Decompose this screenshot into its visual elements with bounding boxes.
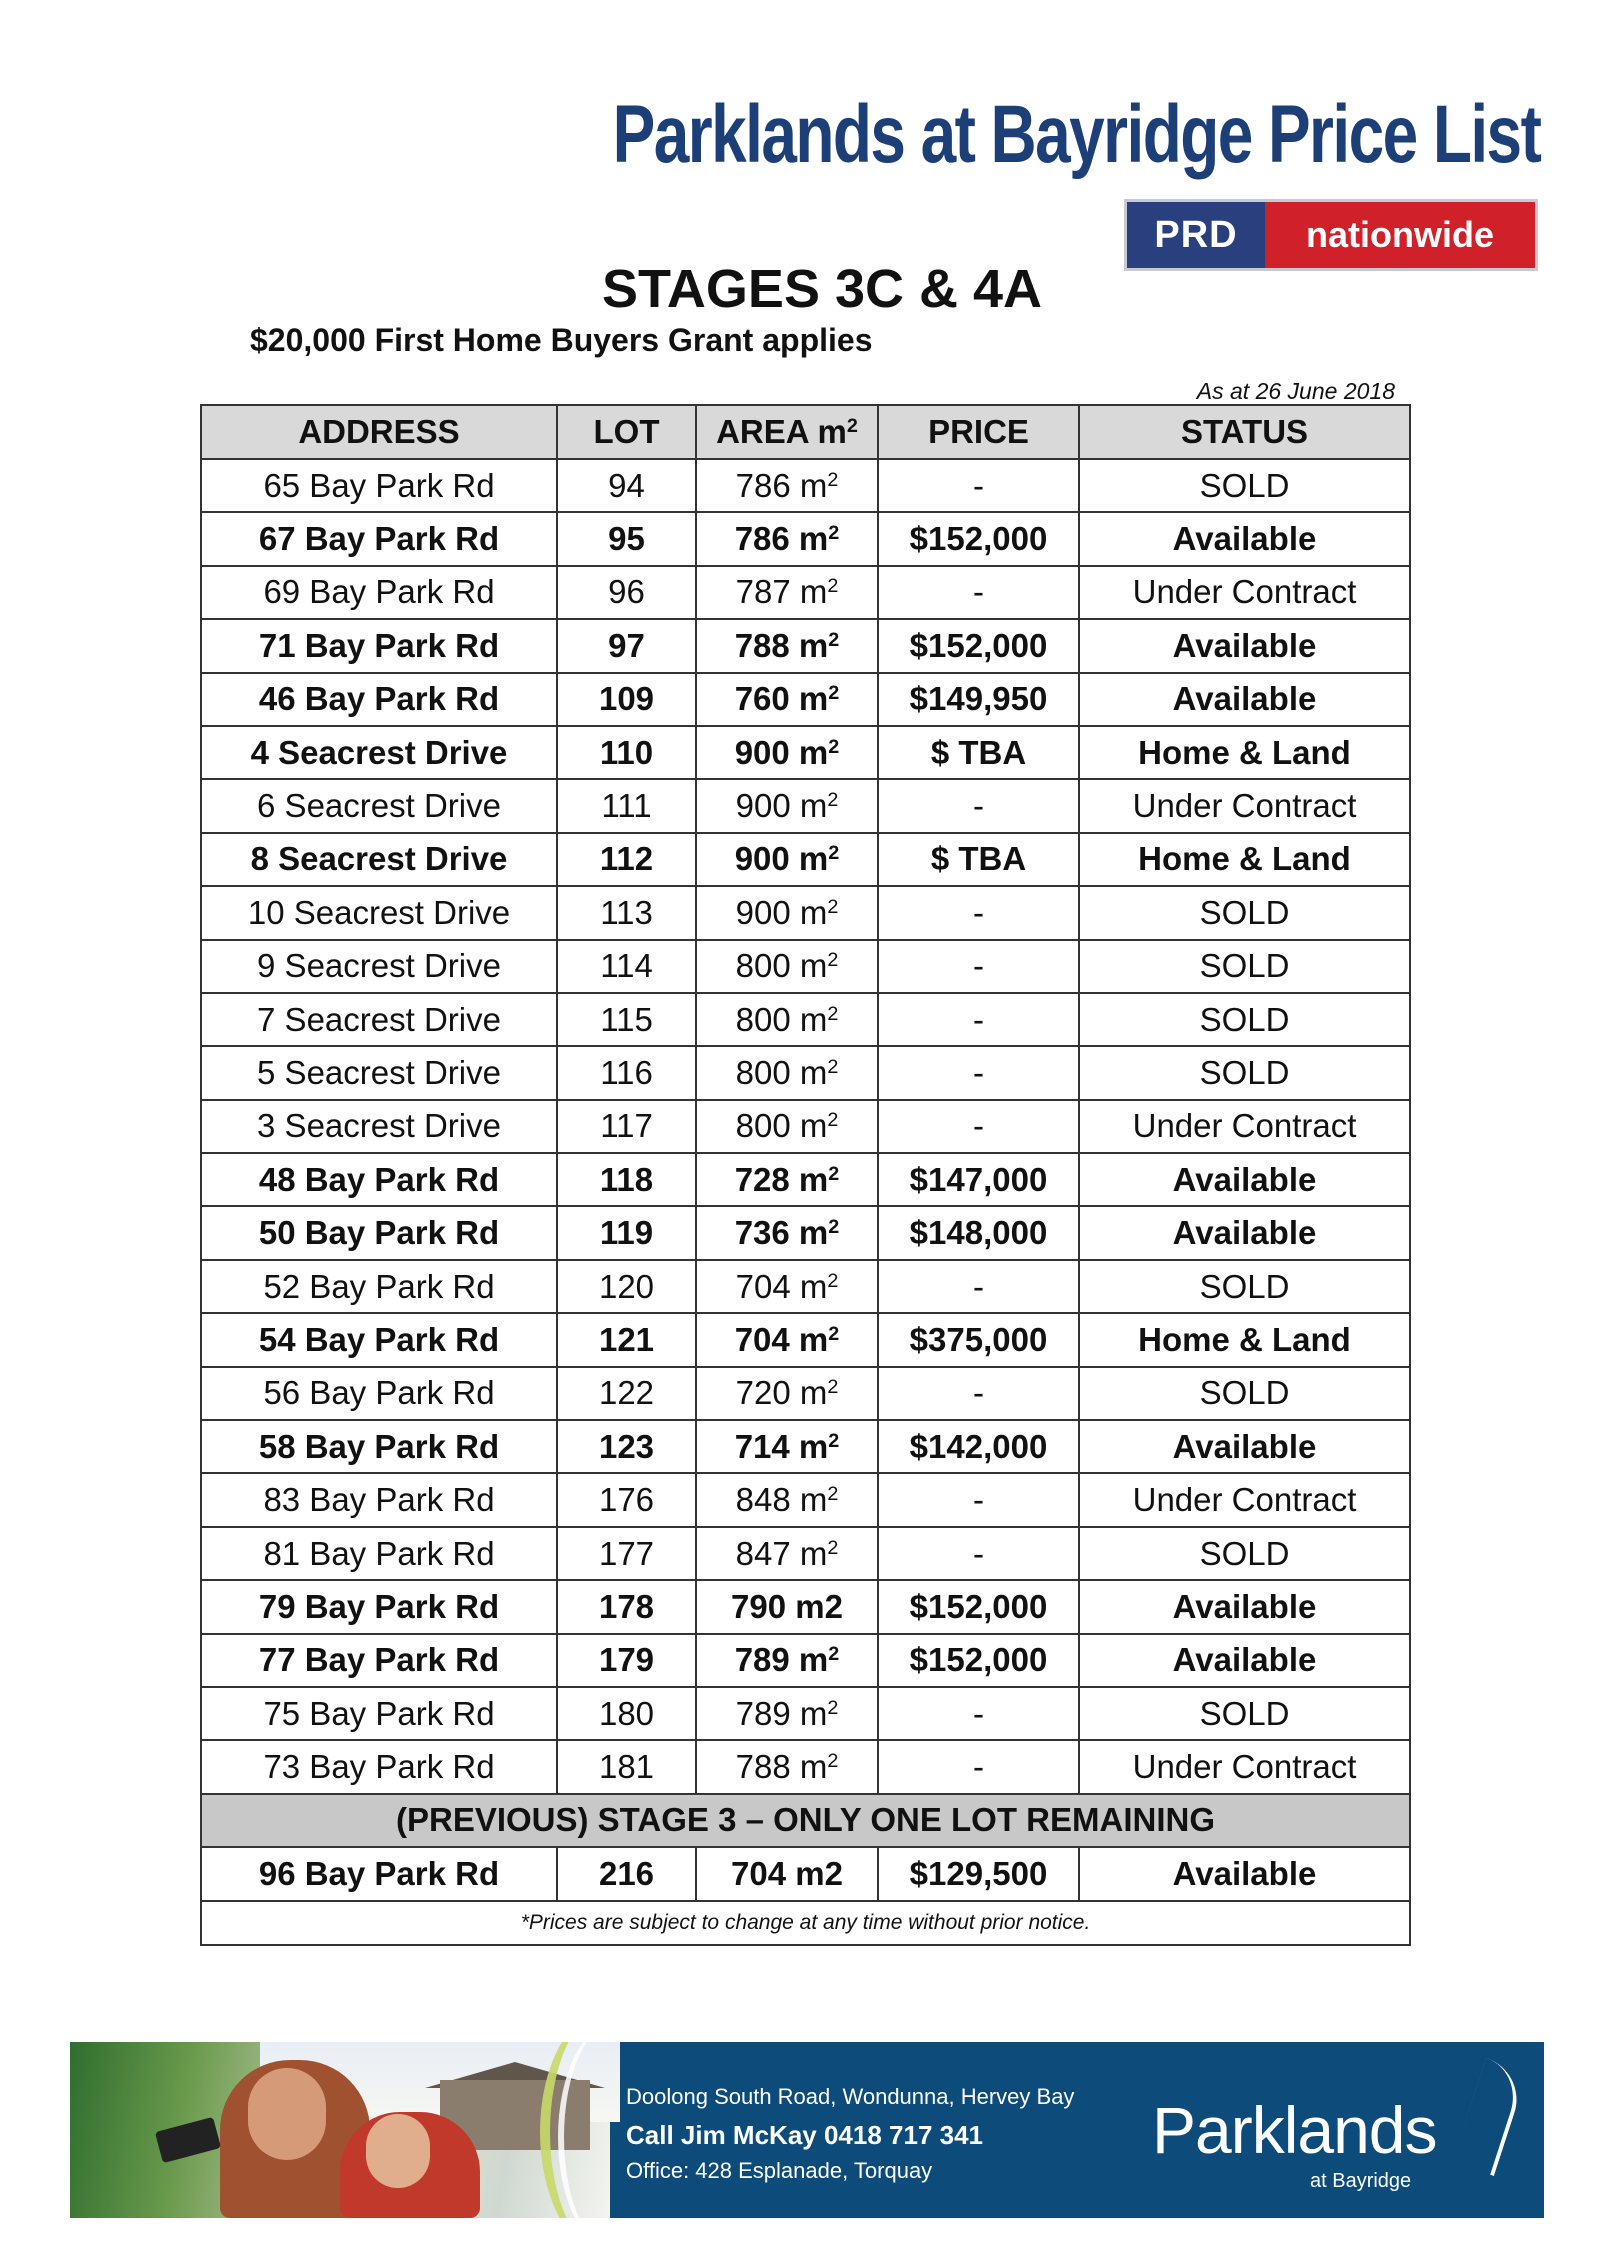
cell-area: [696, 1687, 878, 1740]
cell-status: Available: [1079, 1206, 1410, 1259]
cell-area-sup: 2: [828, 682, 840, 705]
cell-price: $375,000: [878, 1313, 1079, 1366]
cell-price: $149,950: [878, 673, 1079, 726]
cell-address: 50 Bay Park Rd: [201, 1206, 557, 1259]
logo-nationwide: nationwide: [1265, 202, 1535, 268]
cell-price: -: [878, 779, 1079, 832]
cell-price: -: [878, 886, 1079, 939]
cell-lot: 181: [557, 1740, 696, 1793]
cell-address: 8 Seacrest Drive: [201, 833, 557, 886]
header-area-label: AREA m: [716, 413, 847, 450]
cell-area-sup: 2: [827, 1376, 839, 1399]
cell-lot: 95: [557, 512, 696, 565]
cell-area-value: 900 m: [735, 787, 828, 825]
header-lot: LOT: [557, 405, 696, 459]
cell-status: SOLD: [1079, 1046, 1410, 1099]
stages-heading: STAGES 3C & 4A: [601, 259, 1043, 319]
cell-area-value: 786 m: [734, 520, 829, 558]
section-label: (PREVIOUS) STAGE 3 – ONLY ONE LOT REMAINING: [201, 1794, 1410, 1847]
cell-area: [696, 726, 878, 779]
footer-office: Office: 428 Esplanade, Torquay: [626, 2158, 933, 2183]
cell-area-sup: 2: [827, 1696, 839, 1719]
cell-area-sup: 2: [827, 1109, 839, 1132]
cell-price: -: [878, 1687, 1079, 1740]
table-row: [201, 1153, 1410, 1206]
cell-area-value: 800 m: [735, 947, 828, 985]
cell-price: $ TBA: [878, 726, 1079, 779]
cell-status: SOLD: [1079, 1527, 1410, 1580]
person-man-face: [248, 2068, 326, 2160]
cell-area-value: 848 m: [735, 1481, 828, 1519]
cell-lot: 109: [557, 673, 696, 726]
cell-area: [696, 833, 878, 886]
cell-area-value: 736 m: [734, 1214, 829, 1252]
cell-price: $142,000: [878, 1420, 1079, 1473]
cell-area: [696, 1527, 878, 1580]
cell-address: 9 Seacrest Drive: [201, 940, 557, 993]
cell-status: Under Contract: [1079, 1473, 1410, 1526]
logo-prd: PRD: [1127, 202, 1265, 268]
table-row: [201, 1580, 1410, 1633]
table-row: [201, 1687, 1410, 1740]
cell-area-value: 760 m: [734, 680, 829, 718]
cell-area: [696, 940, 878, 993]
cell-area-value: 704 m: [735, 1267, 828, 1305]
cell-area-value: 847 m: [735, 1534, 828, 1572]
cell-status: SOLD: [1079, 993, 1410, 1046]
table-row: [201, 1313, 1410, 1366]
cell-area-value: 900 m: [734, 840, 829, 878]
footer-banner: [70, 2042, 1544, 2218]
table-row: [201, 566, 1410, 619]
cell-area-sup: 2: [828, 628, 840, 651]
table-row: [201, 512, 1410, 565]
cell-area-value: 788 m: [734, 626, 829, 664]
cell-area-sup: 2: [827, 895, 839, 918]
cell-lot: 177: [557, 1527, 696, 1580]
cell-price: -: [878, 1100, 1079, 1153]
cell-address: 3 Seacrest Drive: [201, 1100, 557, 1153]
parklands-logo: Parklands: [1152, 2093, 1437, 2167]
cell-lot: 121: [557, 1313, 696, 1366]
cell-address: 67 Bay Park Rd: [201, 512, 557, 565]
table-row: [201, 673, 1410, 726]
cell-status: SOLD: [1079, 1367, 1410, 1420]
cell-status: SOLD: [1079, 459, 1410, 512]
table-row: [201, 619, 1410, 672]
cell-area-sup: 2: [827, 1483, 839, 1506]
cell-price: -: [878, 1260, 1079, 1313]
cell-area: [696, 886, 878, 939]
cell-status: Available: [1079, 512, 1410, 565]
table-row: [201, 993, 1410, 1046]
cell-lot: 122: [557, 1367, 696, 1420]
cell-status: Under Contract: [1079, 779, 1410, 832]
cell-area: [696, 1153, 878, 1206]
cell-area-value: 800 m: [735, 1107, 828, 1145]
cell-area-sup: 2: [828, 1162, 840, 1185]
cell-status: SOLD: [1079, 1687, 1410, 1740]
cell-price: -: [878, 1473, 1079, 1526]
cell-price: -: [878, 993, 1079, 1046]
header-area-sup: 2: [846, 415, 858, 438]
table-row: [201, 1634, 1410, 1687]
cell-area-value: 714 m: [734, 1427, 829, 1465]
table-row: [201, 940, 1410, 993]
cell-area: [696, 459, 878, 512]
parklands-wave-icon: [1452, 2058, 1528, 2176]
cell-area-value: 800 m: [735, 1053, 828, 1091]
cell-address: 54 Bay Park Rd: [201, 1313, 557, 1366]
price-note: *Prices are subject to change at any time without prior notice.: [201, 1901, 1410, 1945]
cell-price: $152,000: [878, 1580, 1079, 1633]
cell-address: 73 Bay Park Rd: [201, 1740, 557, 1793]
table-row: [201, 1206, 1410, 1259]
cell-lot: 119: [557, 1206, 696, 1259]
cell-area-value: 789 m: [735, 1694, 828, 1732]
cell-address: 5 Seacrest Drive: [201, 1046, 557, 1099]
cell-address: 79 Bay Park Rd: [201, 1580, 557, 1633]
section-row: [201, 1794, 1410, 1847]
grant-note: $20,000 First Home Buyers Grant applies: [250, 322, 873, 358]
cell-area: [696, 1420, 878, 1473]
cell-price: -: [878, 1740, 1079, 1793]
as-at-date: As at 26 June 2018: [1196, 378, 1395, 404]
cell-area: [696, 1580, 878, 1633]
cell-address: 56 Bay Park Rd: [201, 1367, 557, 1420]
cell-status: Available: [1079, 1153, 1410, 1206]
cell-area: [696, 1313, 878, 1366]
parklands-logo-sub: at Bayridge: [1310, 2170, 1412, 2192]
brand-title: Parklands at Bayridge Price List: [612, 89, 1540, 180]
table-row: [201, 1847, 1410, 1900]
cell-price: -: [878, 940, 1079, 993]
cell-area-value: 800 m: [735, 1000, 828, 1038]
cell-area: [696, 1260, 878, 1313]
cell-area-sup: 2: [827, 1750, 839, 1773]
table-row: [201, 833, 1410, 886]
table-row: [201, 1473, 1410, 1526]
cell-area-sup: 2: [828, 522, 840, 545]
price-table: [200, 404, 1411, 1946]
cell-lot: 112: [557, 833, 696, 886]
cell-area-value: 728 m: [734, 1160, 829, 1198]
cell-area: [696, 1740, 878, 1793]
header-address: ADDRESS: [201, 405, 557, 459]
cell-status: Under Contract: [1079, 1100, 1410, 1153]
cell-price: -: [878, 566, 1079, 619]
table-row: [201, 1100, 1410, 1153]
table-row: [201, 886, 1410, 939]
cell-address: 52 Bay Park Rd: [201, 1260, 557, 1313]
cell-status: Home & Land: [1079, 726, 1410, 779]
cell-lot: 115: [557, 993, 696, 1046]
cell-lot: 110: [557, 726, 696, 779]
cell-lot: 118: [557, 1153, 696, 1206]
cell-address: 58 Bay Park Rd: [201, 1420, 557, 1473]
cell-area-sup: 2: [827, 1056, 839, 1079]
cell-area: [696, 1847, 878, 1900]
cell-status: Available: [1079, 1847, 1410, 1900]
table-row: [201, 1046, 1410, 1099]
cell-status: Home & Land: [1079, 833, 1410, 886]
table-row: [201, 779, 1410, 832]
cell-address: 83 Bay Park Rd: [201, 1473, 557, 1526]
cell-lot: 179: [557, 1634, 696, 1687]
cell-area: [696, 993, 878, 1046]
cell-area-value: 788 m: [735, 1748, 828, 1786]
table-row: [201, 726, 1410, 779]
cell-status: Available: [1079, 619, 1410, 672]
cell-area: [696, 1046, 878, 1099]
cell-address: 46 Bay Park Rd: [201, 673, 557, 726]
cell-lot: 123: [557, 1420, 696, 1473]
cell-lot: 116: [557, 1046, 696, 1099]
cell-lot: 97: [557, 619, 696, 672]
note-row: [201, 1901, 1410, 1945]
cell-area-value: 720 m: [735, 1374, 828, 1412]
cell-lot: 178: [557, 1580, 696, 1633]
cell-lot: 113: [557, 886, 696, 939]
cell-status: Available: [1079, 1634, 1410, 1687]
cell-area-sup: 2: [827, 468, 839, 491]
cell-address: 48 Bay Park Rd: [201, 1153, 557, 1206]
cell-status: Under Contract: [1079, 1740, 1410, 1793]
cell-price: -: [878, 1367, 1079, 1420]
header-price: PRICE: [878, 405, 1079, 459]
cell-price: $129,500: [878, 1847, 1079, 1900]
cell-area-sup: 2: [828, 1429, 840, 1452]
table-row: [201, 1740, 1410, 1793]
cell-price: $ TBA: [878, 833, 1079, 886]
cell-area-sup: 2: [827, 1536, 839, 1559]
cell-area-value: 900 m: [735, 893, 828, 931]
table-row: [201, 1527, 1410, 1580]
cell-lot: 216: [557, 1847, 696, 1900]
footer-call: Call Jim McKay 0418 717 341: [626, 2120, 984, 2150]
cell-lot: 180: [557, 1687, 696, 1740]
cell-price: -: [878, 1046, 1079, 1099]
cell-status: SOLD: [1079, 940, 1410, 993]
cell-area: [696, 619, 878, 672]
cell-address: 69 Bay Park Rd: [201, 566, 557, 619]
cell-address: 6 Seacrest Drive: [201, 779, 557, 832]
cell-status: Available: [1079, 1420, 1410, 1473]
footer-address: Doolong South Road, Wondunna, Hervey Bay: [626, 2084, 1075, 2109]
cell-area: [696, 1206, 878, 1259]
cell-price: $152,000: [878, 619, 1079, 672]
cell-area-sup: 2: [827, 949, 839, 972]
cell-price: -: [878, 459, 1079, 512]
cell-area: [696, 1367, 878, 1420]
cell-lot: 96: [557, 566, 696, 619]
cell-status: Available: [1079, 673, 1410, 726]
cell-address: 96 Bay Park Rd: [201, 1847, 557, 1900]
cell-area-sup: 2: [827, 1002, 839, 1025]
cell-address: 81 Bay Park Rd: [201, 1527, 557, 1580]
cell-area-sup: 2: [828, 842, 840, 865]
cell-address: 10 Seacrest Drive: [201, 886, 557, 939]
cell-area-value: 789 m: [734, 1641, 829, 1679]
cell-area-sup: 2: [827, 789, 839, 812]
cell-status: Available: [1079, 1580, 1410, 1633]
cell-area-sup: 2: [828, 1216, 840, 1239]
cell-area: [696, 566, 878, 619]
cell-area-value: 787 m: [735, 573, 828, 611]
cell-area: [696, 512, 878, 565]
cell-area-value: 900 m: [734, 733, 829, 771]
cell-address: 7 Seacrest Drive: [201, 993, 557, 1046]
cell-area-value: 790 m2: [731, 1587, 843, 1625]
table-row: [201, 1367, 1410, 1420]
cell-lot: 94: [557, 459, 696, 512]
cell-lot: 120: [557, 1260, 696, 1313]
cell-area-sup: 2: [827, 575, 839, 598]
cell-area: [696, 1473, 878, 1526]
cell-area: [696, 779, 878, 832]
cell-area: [696, 1634, 878, 1687]
cell-address: 77 Bay Park Rd: [201, 1634, 557, 1687]
cell-status: SOLD: [1079, 886, 1410, 939]
cell-area-sup: 2: [828, 1643, 840, 1666]
cell-area-value: 704 m2: [731, 1854, 843, 1892]
cell-price: $152,000: [878, 512, 1079, 565]
table-row: [201, 459, 1410, 512]
header-status: STATUS: [1079, 405, 1410, 459]
cell-area-value: 786 m: [735, 466, 828, 504]
cell-address: 75 Bay Park Rd: [201, 1687, 557, 1740]
person-woman-face: [366, 2114, 430, 2188]
cell-area: [696, 1100, 878, 1153]
cell-area-sup: 2: [828, 735, 840, 758]
cell-lot: 114: [557, 940, 696, 993]
table-row: [201, 1260, 1410, 1313]
cell-area-sup: 2: [828, 1323, 840, 1346]
cell-area-value: 704 m: [734, 1320, 829, 1358]
cell-price: -: [878, 1527, 1079, 1580]
cell-lot: 176: [557, 1473, 696, 1526]
header-area: [696, 405, 878, 459]
cell-address: 65 Bay Park Rd: [201, 459, 557, 512]
cell-area: [696, 673, 878, 726]
table-row: [201, 1420, 1410, 1473]
cell-lot: 111: [557, 779, 696, 832]
cell-area-sup: 2: [827, 1269, 839, 1292]
cell-status: SOLD: [1079, 1260, 1410, 1313]
cell-status: Under Contract: [1079, 566, 1410, 619]
cell-price: $147,000: [878, 1153, 1079, 1206]
cell-address: 71 Bay Park Rd: [201, 619, 557, 672]
cell-price: $152,000: [878, 1634, 1079, 1687]
cell-lot: 117: [557, 1100, 696, 1153]
table-header-row: [201, 405, 1410, 459]
cell-price: $148,000: [878, 1206, 1079, 1259]
cell-status: Home & Land: [1079, 1313, 1410, 1366]
cell-address: 4 Seacrest Drive: [201, 726, 557, 779]
